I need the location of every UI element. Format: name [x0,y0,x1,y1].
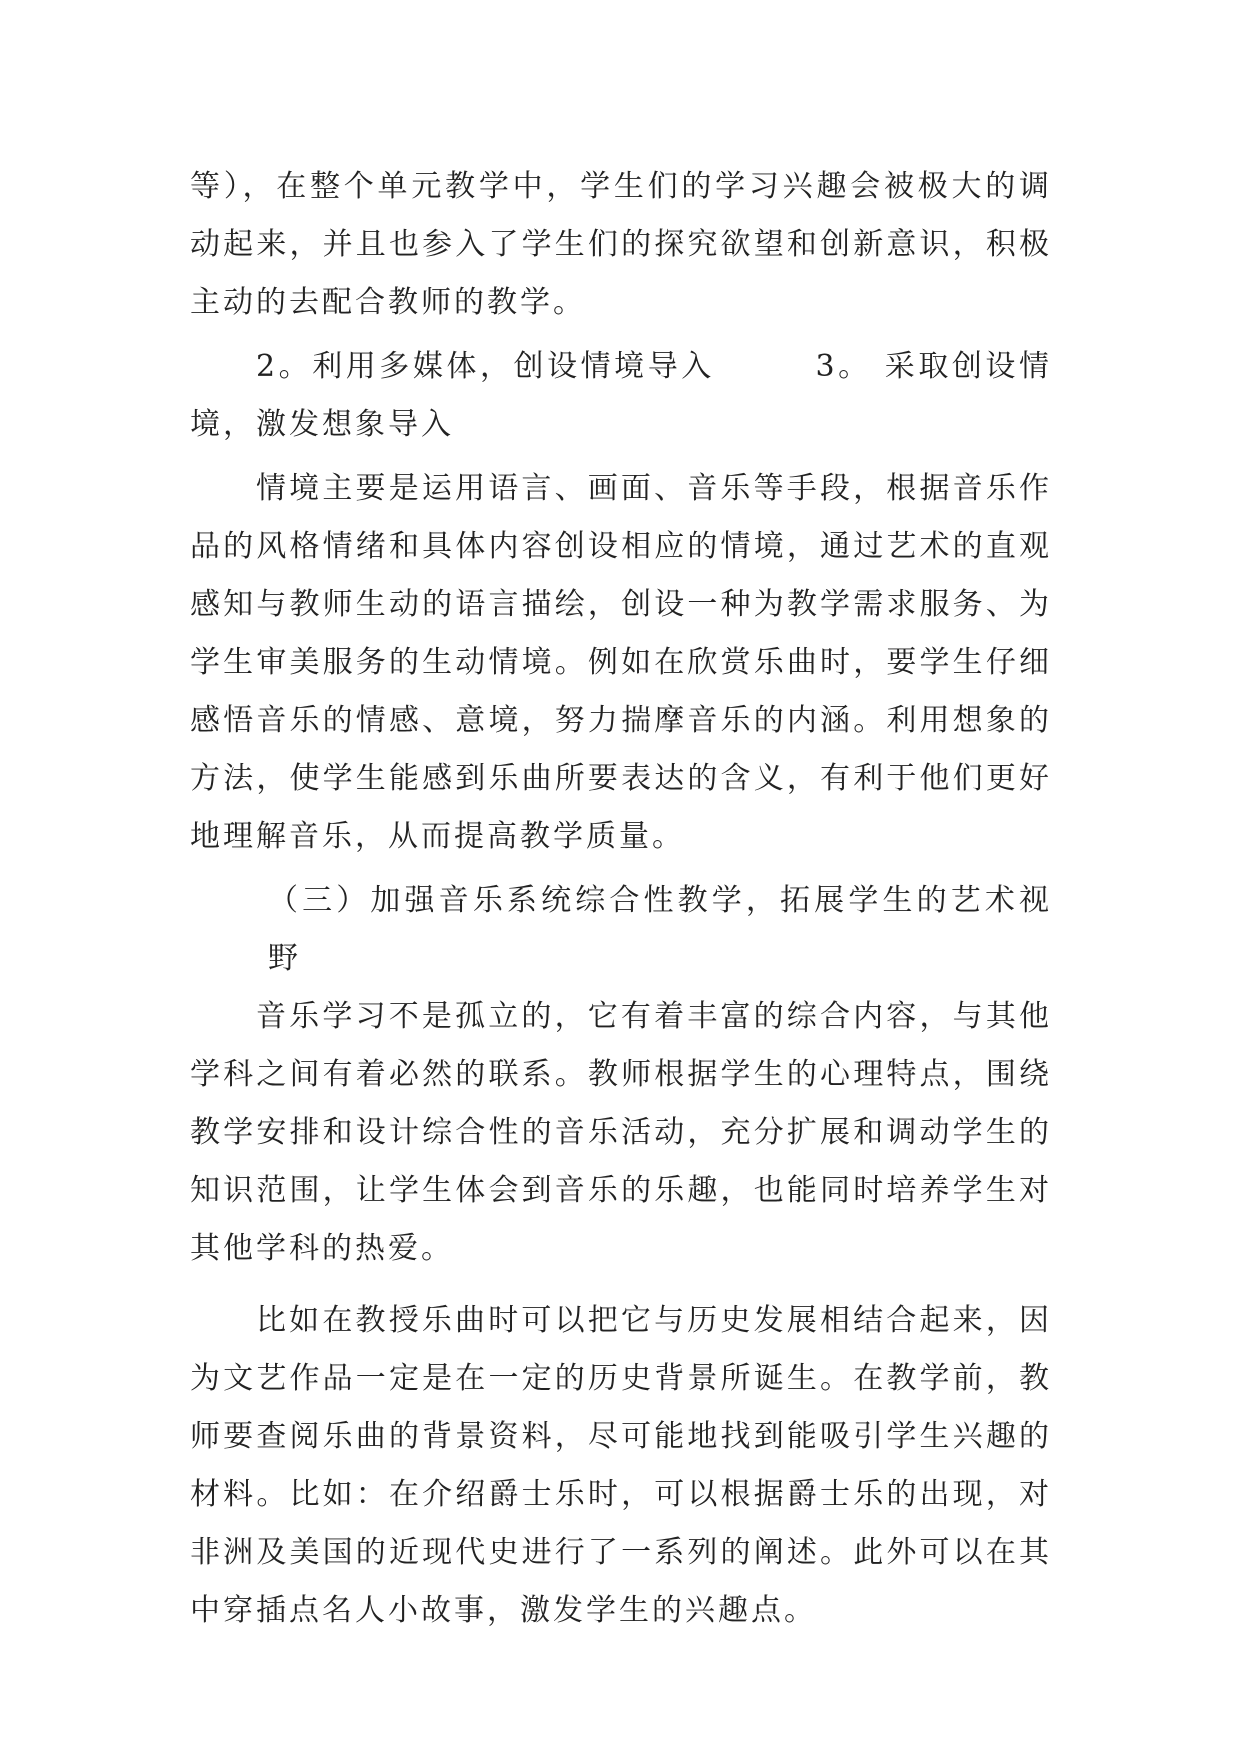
paragraph-list-items: 2。利用多媒体，创设情境导入 3。 采取创设情境，激发想象导入 [190,349,1052,442]
paragraph-continuation: 等），在整个单元教学中，学生们的学习兴趣会被极大的调动起来，并且也参入了学生们的探究欲望和创新意识，积极主动的去配合教师的教学。 [190,169,1052,320]
paragraph-history: 比如在教授乐曲时可以把它与历史发展相结合起来，因为文艺作品一定是在一定的历史背景所诞生。在教学前，教师要查阅乐曲的背景资料，尽可能地找到能吸引学生兴趣的材料。比如：在介绍爵士乐时，可以根据爵士乐的出现，对非洲及美国的近现代史进行了一系列的阐述。此外可以在其中穿插点名人小故事，激发学生的兴趣点。 [190,1303,1052,1628]
section-heading: （三）加强音乐系统综合性教学，拓展学生的艺术视野 [268,883,1052,976]
document-body [190,158,1052,1640]
paragraph-situation: 情境主要是运用语言、画面、音乐等手段，根据音乐作品的风格情绪和具体内容创设相应的情境，通过艺术的直观感知与教师生动的语言描绘，创设一种为教学需求服务、为学生审美服务的生动情境。例如在欣赏乐曲时，要学生仔细感悟音乐的情感、意境，努力揣摩音乐的内涵。利用想象的方法，使学生能感到乐曲所要表达的含义，有利于他们更好地理解音乐，从而提高教学质量。 [190,471,1052,854]
paragraph-integration: 音乐学习不是孤立的，它有着丰富的综合内容，与其他学科之间有着必然的联系。教师根据学生的心理特点，围绕教学安排和设计综合性的音乐活动，充分扩展和调动学生的知识范围，让学生体会到音乐的乐趣，也能同时培养学生对其他学科的热爱。 [190,999,1052,1266]
